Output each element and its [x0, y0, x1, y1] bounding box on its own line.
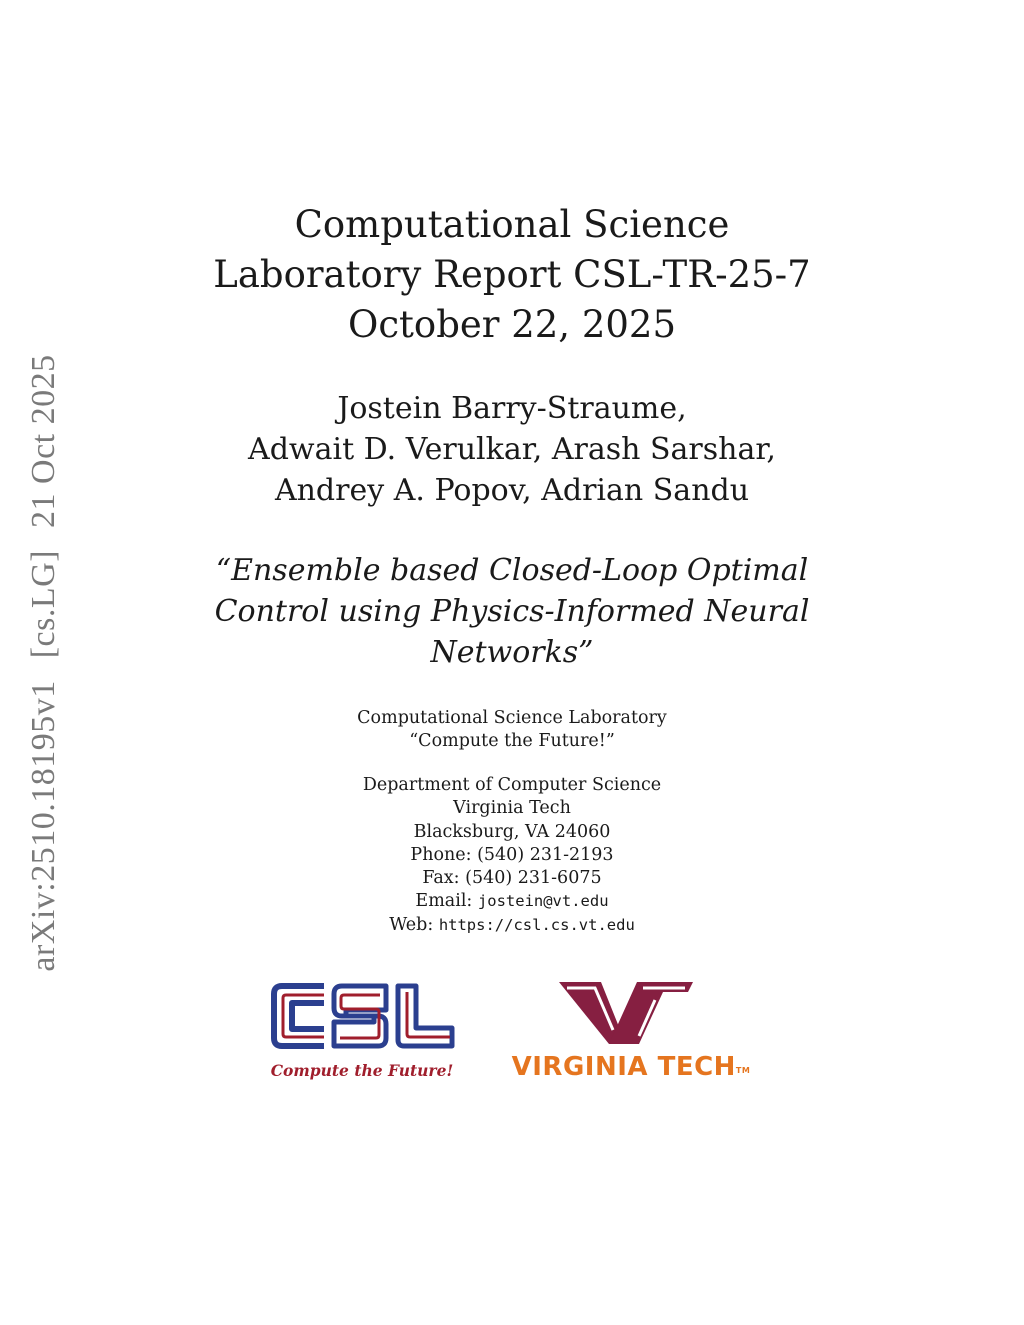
email-label: Email: — [415, 891, 473, 912]
vt-wordmark-text: VIRGINIA TECH — [511, 1052, 736, 1082]
author-line-1: Jostein Barry-Straume, — [337, 391, 687, 426]
city-address: Blacksburg, VA 24060 — [413, 821, 611, 842]
arxiv-id: arXiv:2510.18195v1 — [25, 680, 62, 972]
virginia-tech-logo — [505, 978, 757, 1084]
contact-info — [212, 774, 812, 937]
csl-logo-tagline: Compute the Future! — [270, 1061, 454, 1080]
author-line-3: Andrey A. Popov, Adrian Sandu — [274, 473, 750, 508]
csl-logo — [268, 978, 456, 1084]
report-date: October 22, 2025 — [348, 303, 676, 346]
paper-title — [212, 550, 812, 673]
web-label: Web: — [389, 914, 434, 935]
report-heading-line-2: Laboratory Report CSL-TR-25-7 — [213, 253, 811, 296]
arxiv-identifier-stamp — [25, 354, 63, 971]
report-heading — [212, 200, 812, 350]
author-list — [212, 388, 812, 511]
arxiv-date: 21 Oct 2025 — [25, 354, 62, 528]
vt-monogram-mark — [505, 978, 757, 1048]
author-line-2: Adwait D. Verulkar, Arash Sarshar, — [248, 432, 776, 467]
web-link[interactable]: https://csl.cs.vt.edu — [438, 915, 635, 934]
phone-number: Phone: (540) 231-2193 — [410, 844, 614, 865]
lab-motto: “Compute the Future!” — [409, 731, 615, 751]
csl-logo-mark — [268, 978, 456, 1062]
paper-title-line-2: Control using Physics-Informed Neural — [214, 594, 810, 629]
email-link[interactable]: jostein@vt.edu — [477, 892, 609, 911]
lab-info — [212, 707, 812, 753]
paper-title-line-3: Networks” — [430, 635, 594, 670]
lab-name: Computational Science Laboratory — [357, 708, 667, 728]
fax-number: Fax: (540) 231-6075 — [422, 868, 602, 889]
report-heading-line-1: Computational Science — [294, 203, 730, 246]
arxiv-category: [cs.LG] — [25, 549, 62, 659]
email-line — [212, 890, 812, 913]
vt-wordmark — [505, 1052, 757, 1082]
university-name: Virginia Tech — [453, 798, 571, 819]
department-name: Department of Computer Science — [362, 775, 662, 795]
paper-title-line-1: “Ensemble based Closed-Loop Optimal — [215, 553, 809, 588]
vt-trademark: TM — [735, 1066, 751, 1075]
web-line — [212, 914, 812, 937]
